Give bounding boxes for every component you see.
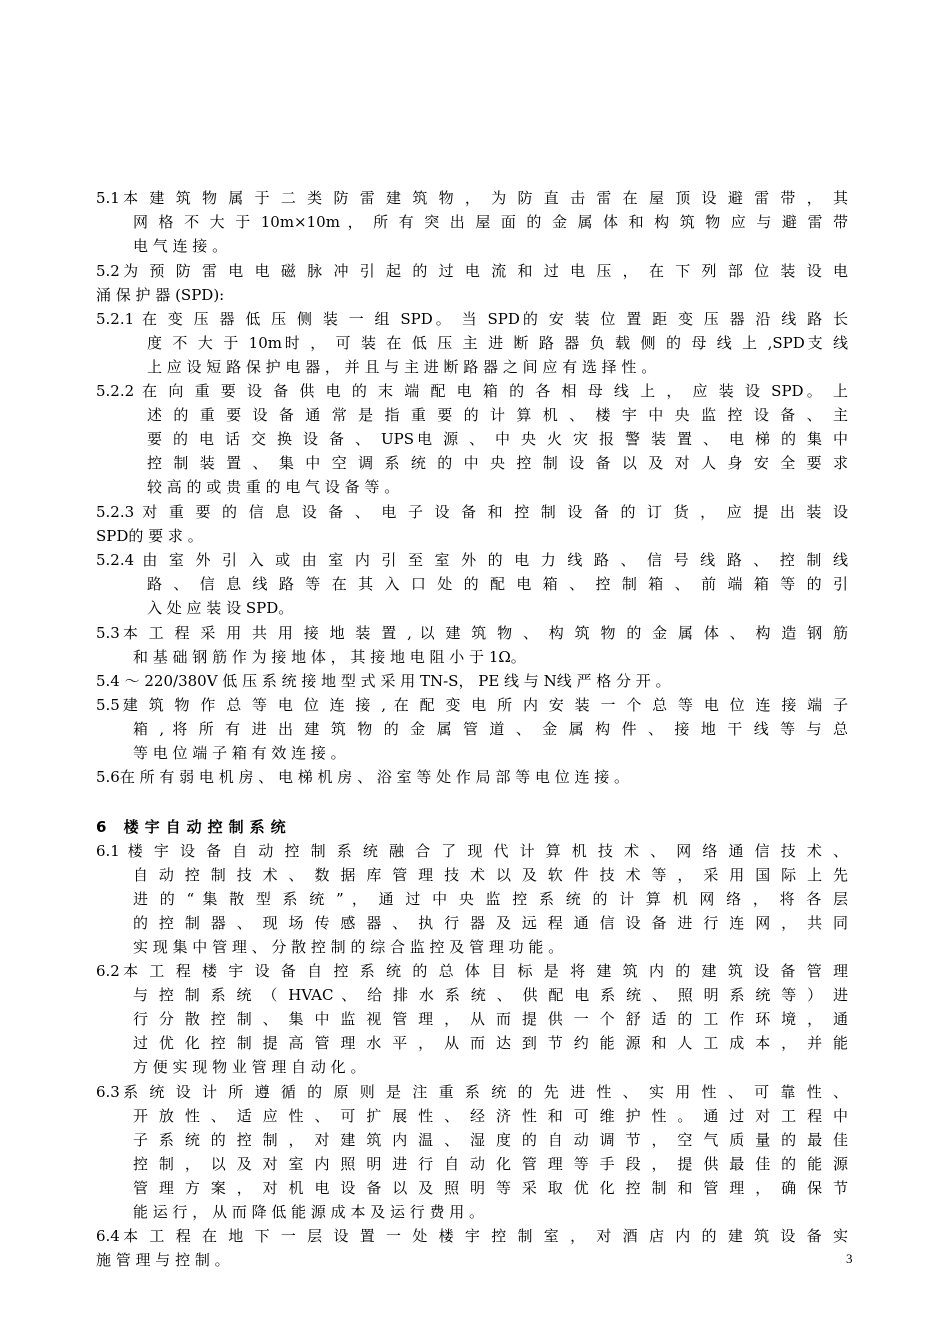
paragraph-5-2-2-line-1: 5.2.2 在 向 重 要 设 备 供 电 的 末 端 配 电 箱 的 各 相 母 线 上 ， 应 装 设 SPD。 上 [96,382,848,400]
paragraph-5-2-1-line-3: 上 应 设 短 路 保 护 电 器 ， 并 且 与 主 进 断 路 器 之 间 应 有 选 择 性 。 [147,358,657,376]
paragraph-5-1-line-2: 网 格 不 大 于 10m×10m ， 所 有 突 出 屋 面 的 金 属 体 和 构 筑 物 应 与 避 雷 带 [133,213,848,231]
paragraph-5-2-1-line-1: 5.2.1 在 变 压 器 低 压 侧 装 一 组 SPD。 当 SPD的 安 装 位 置 距 变 压 器 沿 线 路 长 [96,310,848,328]
paragraph-6-3-line-4: 控 制 ， 以 及 对 室 内 照 明 进 行 自 动 化 管 理 等 手 段 ， 提 供 最 佳 的 能 源 [133,1155,848,1173]
paragraph-6-1-line-4: 的 控 制 器 、 现 场 传 感 器 、 执 行 器 及 远 程 通 信 设 备 进 行 连 网 ， 共 同 [133,914,848,932]
paragraph-6-4-line-1: 6.4本 工 程 在 地 下 一 层 设 置 一 处 楼 宇 控 制 室 ， 对 酒 店 内 的 建 筑 设 备 实 [96,1227,848,1245]
paragraph-5-2-1-line-2: 度 不 大 于 10m时 ， 可 装 在 低 压 主 进 断 路 器 负 载 侧 的 母 线 上 ,SPD支 线 [147,334,848,352]
paragraph-5-5-line-2: 箱 , 将 所 有 进 出 建 筑 物 的 金 属 管 道 、 金 属 构 件 、 接 地 干 线 等 与 总 [133,720,848,738]
paragraph-5-2-line-1: 5.2为 预 防 雷 电 电 磁 脉 冲 引 起 的 过 电 流 和 过 电 压 ， 在 下 列 部 位 装 设 电 [96,262,848,280]
paragraph-5-5-line-1: 5.5建 筑 物 作 总 等 电 位 连 接 , 在 配 变 电 所 内 安 装 一 个 总 等 电 位 连 接 端 子 [96,696,848,714]
paragraph-6-3-line-2: 开 放 性 、 适 应 性 、 可 扩 展 性 、 经 济 性 和 可 维 护 性 。 通 过 对 工 程 中 [133,1107,848,1125]
paragraph-5-6-line-1: 5.6在 所 有 弱 电 机 房 、 电 梯 机 房 、 浴 室 等 处 作 局 部 等 电 位 连 接 。 [96,768,630,786]
paragraph-5-2-2-line-4: 控 制 装 置 、 集 中 空 调 系 统 的 中 央 控 制 设 备 以 及 对 人 身 安 全 要 求 [147,454,848,472]
paragraph-5-2-2-line-2: 述 的 重 要 设 备 通 常 是 指 重 要 的 计 算 机 、 楼 宇 中 央 监 控 设 备 、 主 [147,406,848,424]
paragraph-5-3-line-1: 5.3本 工 程 采 用 共 用 接 地 装 置 , 以 建 筑 物 、 构 筑 物 的 金 属 体 、 构 造 钢 筋 [96,624,848,642]
paragraph-6-2-line-2: 与 控 制 系 统 （ HVAC 、 给 排 水 系 统 、 供 配 电 系 统 、 照 明 系 统 等 ） 进 [133,986,848,1004]
paragraph-6-1-line-2: 自 动 控 制 技 术 、 数 据 库 管 理 技 术 以 及 软 件 技 术 等 ， 采 用 国 际 上 先 [133,866,848,884]
paragraph-6-2-line-4: 过 优 化 控 制 提 高 管 理 水 平 ， 从 而 达 到 节 约 能 源 和 人 工 成 本 ， 并 能 [133,1034,848,1052]
paragraph-5-4-line-1: 5.4 ～ 220/380V 低 压 系 统 接 地 型 式 采 用 TN-S， PE 线 与 N线 严 格 分 开 。 [96,672,671,690]
paragraph-6-4-line-2: 施 管 理 与 控 制 。 [96,1251,230,1269]
paragraph-6-3-line-1: 6.3系 统 设 计 所 遵 循 的 原 则 是 注 重 系 统 的 先 进 性 、 实 用 性 、 可 靠 性 、 [96,1083,848,1101]
paragraph-5-1-line-1: 5.1本 建 筑 物 属 于 二 类 防 雷 建 筑 物 ， 为 防 直 击 雷 在 屋 顶 设 避 雷 带 ， 其 [96,189,848,207]
paragraph-6-1-line-5: 实 现 集 中 管 理 、 分 散 控 制 的 综 合 监 控 及 管 理 功 能 。 [133,938,564,956]
paragraph-5-2-line-2: 涌 保 护 器 (SPD): [96,286,225,304]
paragraph-5-2-2-line-3: 要 的 电 话 交 换 设 备 、 UPS电 源 、 中 央 火 灾 报 警 装 置 、 电 梯 的 集 中 [147,430,848,448]
paragraph-6-1-line-3: 进 的 “ 集 散 型 系 统 ” ， 通 过 中 央 监 控 系 统 的 计 算 机 网 络 ， 将 各 层 [133,890,848,908]
paragraph-5-3-line-2: 和 基 础 钢 筋 作 为 接 地 体 ， 其 接 地 电 阻 小 于 1Ω。 [133,648,526,666]
paragraph-5-2-3-line-1: 5.2.3 对 重 要 的 信 息 设 备 、 电 子 设 备 和 控 制 设 备 的 订 货 ， 应 提 出 装 设 [96,503,848,521]
page-number: 3 [846,1251,853,1266]
paragraph-5-2-4-line-3: 入 处 应 装 设 SPD。 [147,599,294,617]
paragraph-6-1-line-1: 6.1 楼 宇 设 备 自 动 控 制 系 统 融 合 了 现 代 计 算 机 技 术 、 网 络 通 信 技 术 、 [96,842,848,860]
paragraph-6-2-line-5: 方 便 实 现 物 业 管 理 自 动 化 。 [133,1058,366,1076]
paragraph-5-2-3-line-2: SPD的 要 求 。 [96,527,203,545]
section-6-heading: 6 楼宇自动控制系统 [96,818,292,836]
paragraph-6-2-line-1: 6.2本 工 程 楼 宇 设 备 自 控 系 统 的 总 体 目 标 是 将 建 筑 内 的 建 筑 设 备 管 理 [96,962,848,980]
paragraph-6-3-line-6: 能 运 行 ， 从 而 降 低 能 源 成 本 及 运 行 费 用 。 [133,1203,485,1221]
paragraph-6-3-line-3: 子 系 统 的 控 制 ， 对 建 筑 内 温 、 湿 度 的 自 动 调 节 ， 空 气 质 量 的 最 佳 [133,1131,848,1149]
paragraph-5-2-4-line-1: 5.2.4 由 室 外 引 入 或 由 室 内 引 至 室 外 的 电 力 线 路 、 信 号 线 路 、 控 制 线 [96,551,848,569]
paragraph-6-3-line-5: 管 理 方 案 ， 对 机 电 设 备 以 及 照 明 等 采 取 优 化 控 制 和 管 理 ， 确 保 节 [133,1179,848,1197]
paragraph-6-2-line-3: 行 分 散 控 制 、 集 中 监 视 管 理 ， 从 而 提 供 一 个 舒 适 的 工 作 环 境 ， 通 [133,1010,848,1028]
paragraph-5-5-line-3: 等 电 位 端 子 箱 有 效 连 接 。 [133,744,346,762]
paragraph-5-2-4-line-2: 路 、 信 息 线 路 等 在 其 入 口 处 的 配 电 箱 、 控 制 箱 、 前 端 箱 等 的 引 [147,575,848,593]
paragraph-5-2-2-line-5: 较 高 的 或 贵 重 的 电 气 设 备 等 。 [147,478,400,496]
paragraph-5-1-line-3: 电 气 连 接 。 [133,237,228,255]
